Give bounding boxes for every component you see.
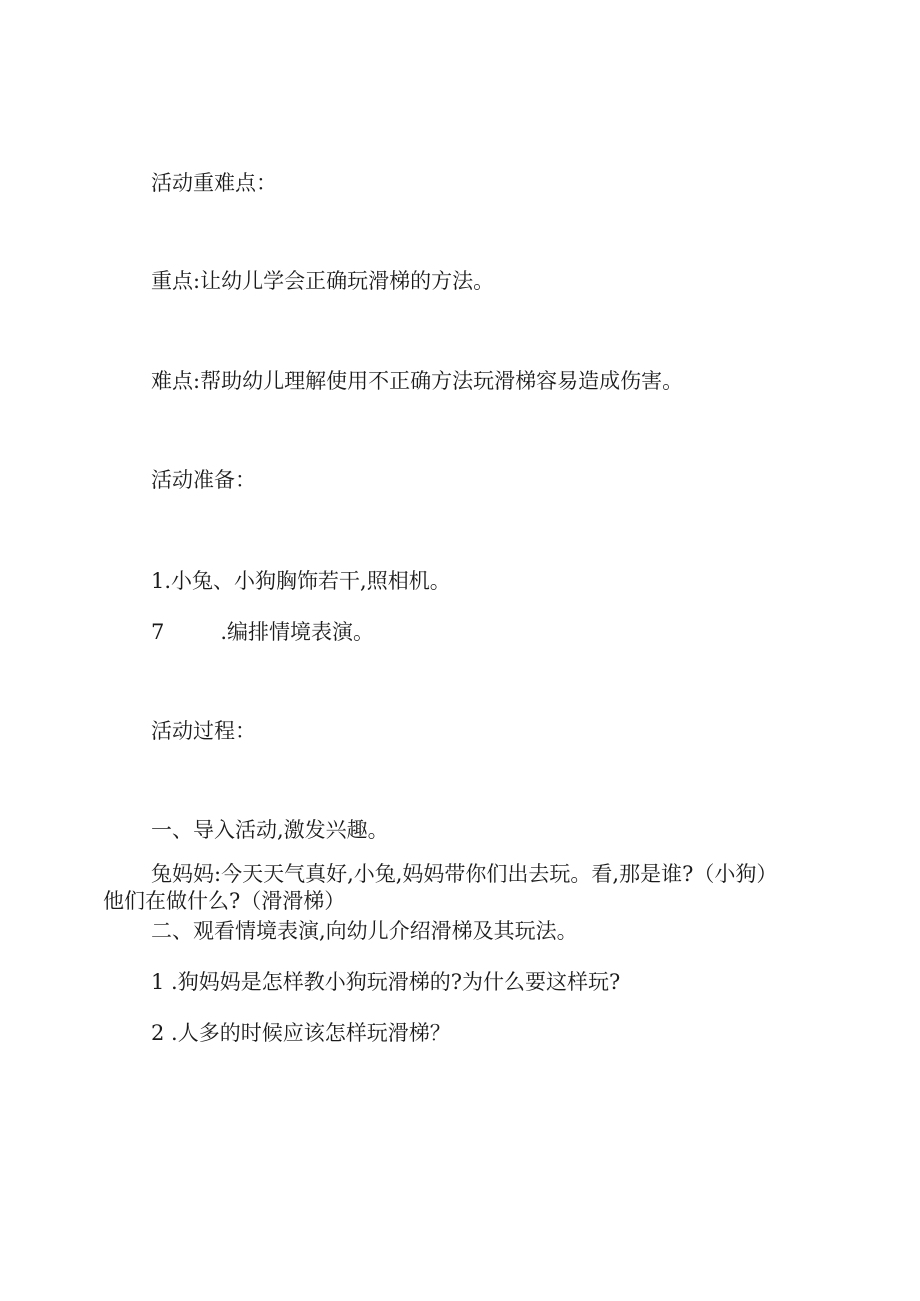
step-1-dialogue-line-1: 兔妈妈:今天天气真好,小兔,妈妈带你们出去玩。看,那是谁?（小狗） [151,862,778,886]
step-1-title: 一、导入活动,激发兴趣。 [151,818,389,842]
heading-preparation: 活动准备： [151,468,256,492]
difficult-point-text: 难点:帮助幼儿理解使用不正确方法玩滑梯容易造成伤害。 [151,369,684,393]
prep-item-1: 1.小兔、小狗胸饰若干,照相机。 [151,569,451,593]
step-1-dialogue-line-2: 他们在做什么?（滑滑梯） [103,889,346,913]
prep-item-2-text: .编排情境表演。 [220,620,375,644]
question-1: 1 .狗妈妈是怎样教小狗玩滑梯的?为什么要这样玩? [151,970,621,994]
step-2-title: 二、观看情境表演,向幼儿介绍滑梯及其玩法。 [151,919,578,943]
prep-item-2-number: 7 [151,620,165,644]
heading-process: 活动过程： [151,719,256,743]
question-2: 2 .人多的时候应该怎样玩滑梯？ [151,1021,451,1045]
prep-item-2 [151,617,374,647]
heading-key-points: 活动重难点： [151,171,277,195]
key-point-text: 重点:让幼儿学会正确玩滑梯的方法。 [151,269,495,293]
